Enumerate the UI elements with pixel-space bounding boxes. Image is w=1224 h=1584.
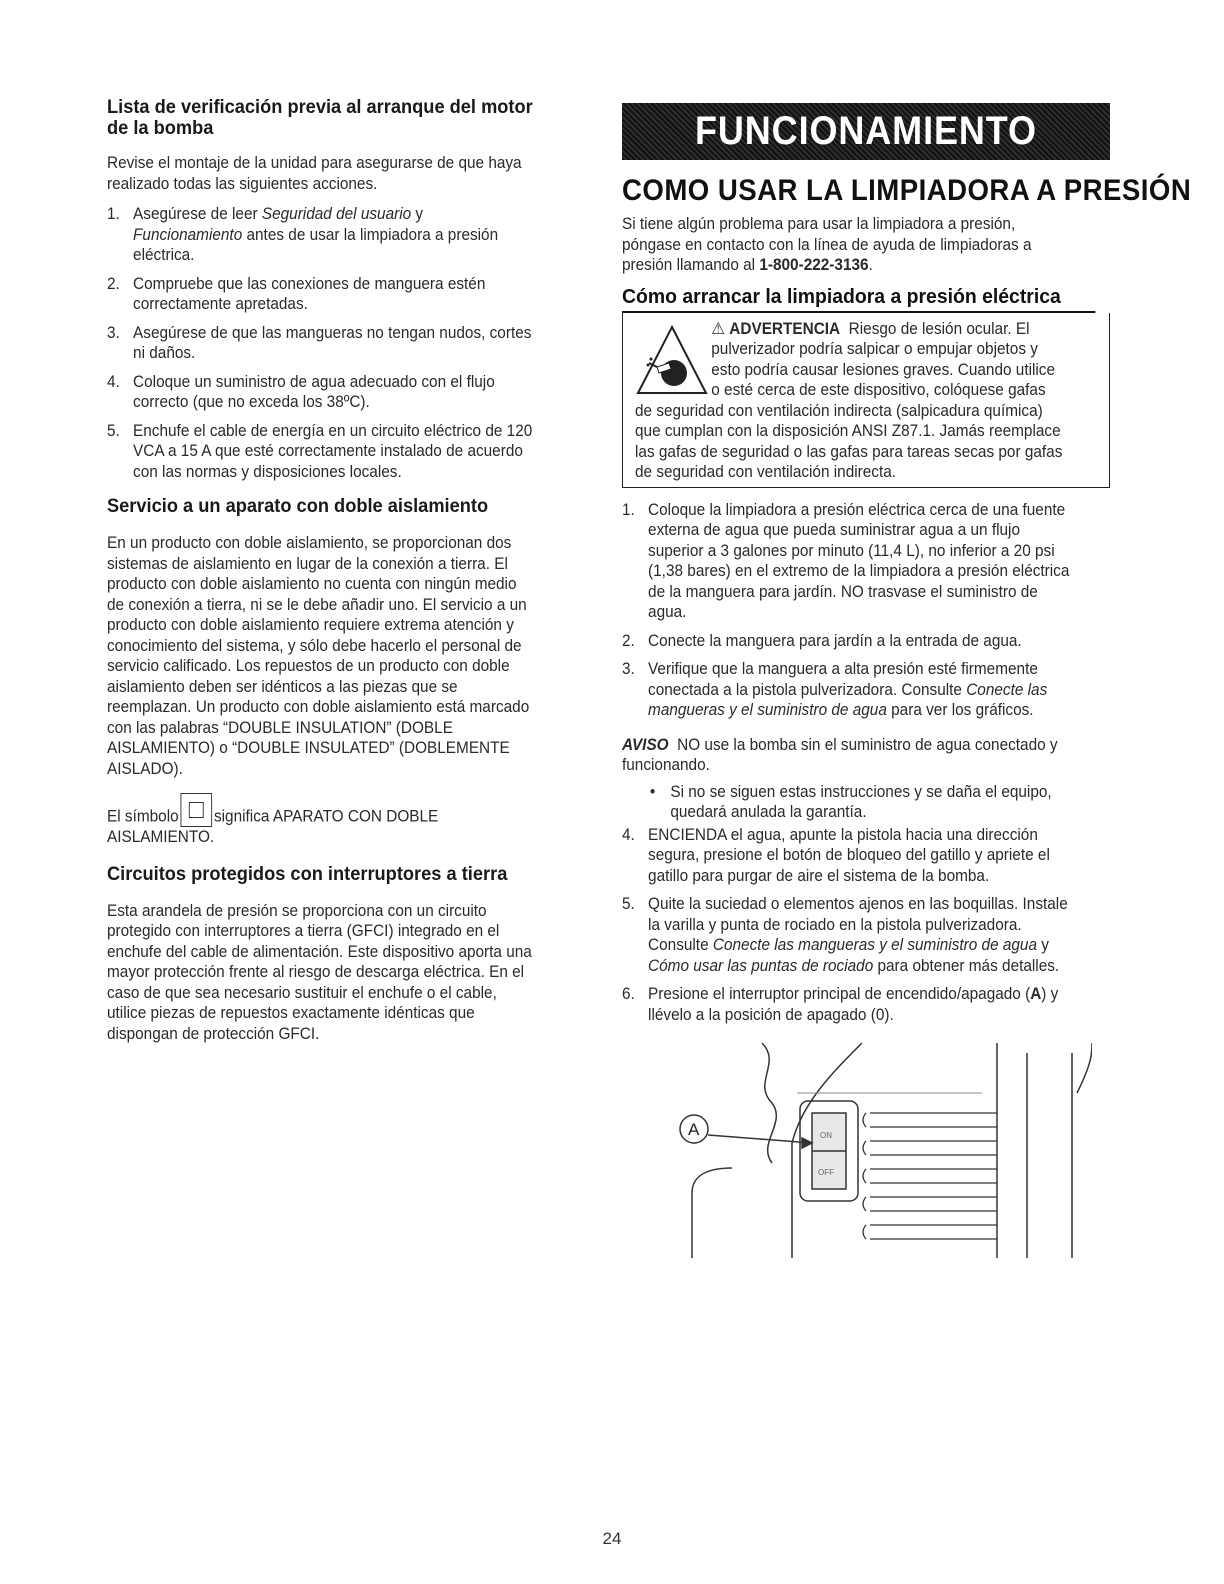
notice-bullet: • Si no se siguen estas instrucciones y se daña el equipo, quedará anulada la garantía.: [622, 782, 1076, 823]
figure-callout: A: [688, 1120, 700, 1139]
start-steps-b: [622, 825, 1110, 1026]
switch-off-label: OFF: [818, 1168, 834, 1177]
list-item: 1. Asegúrese de leer Seguridad del usuario y Funcionamiento antes de usar la limpiadora a presión eléctrica.: [107, 205, 499, 264]
page-number: 24: [602, 1529, 622, 1548]
warning-label: ADVERTENCIA: [729, 319, 841, 338]
notice-label: AVISO: [622, 735, 669, 754]
helpline-phone: 1-800-222-3136: [759, 256, 869, 274]
section-banner: FUNCIONAMIENTO: [622, 103, 1110, 160]
switch-on-label: ON: [820, 1131, 832, 1140]
gfci-title: Circuitos protegidos con interruptores a tierra: [107, 863, 508, 885]
list-item: 4. ENCIENDA el agua, apunte la pistola hacia una dirección segura, presione el botón de bloqueo del gatillo y apriete el gatillo para purgar de aire el sistema de la bomba.: [622, 825, 1050, 885]
warning-triangle-icon: ⚠: [711, 319, 726, 338]
checklist-intro: Revise el montaje de la unidad para asegurarse de que haya realizado todas las siguientes acciones.: [107, 154, 522, 193]
double-insulation-symbol-icon: [180, 793, 212, 827]
main-title: COMO USAR LA LIMPIADORA A PRESIÓN: [622, 174, 1192, 207]
notice: AVISO NO use la bomba sin el suministro de agua conectado y funcionando.: [622, 735, 1058, 774]
right-column: [622, 103, 1192, 1263]
double-insulation-body: En un producto con doble aislamiento, se proporcionan dos sistemas de aislamiento en lugar de la conexión a tierra. El producto con doble aislamiento no cuenta con ningún medio de conexión a tierra, ni se le debe añadir uno. El servicio a un producto con doble aislamiento requiere extrema atención y conocimiento del sistema, y sólo debe hacerlo el personal de servicio calificado. Los repuestos de un producto con doble aislamiento deben ser idénticos a las piezas que se reemplazan. Un producto con doble aislamiento está marcado con las palabras “DOUBLE INSULATION” (DOBLE AISLAMIENTO) o “DOUBLE INSULATED” (DOBLEMENTE AISLADO).: [107, 534, 530, 778]
start-steps-a: [622, 500, 1110, 721]
list-item: 2. Compruebe que las conexiones de manguera estén correctamente apretadas.: [107, 274, 486, 313]
double-insulation-symbol-line: El símbolo significa APARATO CON DOBLE AISLAMIENTO.: [107, 793, 533, 848]
list-item: 1. Coloque la limpiadora a presión eléctrica cerca de una fuente externa de agua que pueda suministrar agua a un flujo superior a 3 galones por minuto (11,4 L), no inferior a 20 psi (1,38 bares) en el extremo de la limpiadora a presión eléctrica de la manguera para jardín. NO trasvase el suministro de agua.: [622, 500, 1070, 621]
warning-box: [622, 313, 1110, 488]
helpline-intro: Si tiene algún problema para usar la limpiadora a presión, póngase en contacto con la línea de ayuda de limpiadoras a presión llamando al 1-800-222-3136.: [622, 215, 1032, 274]
gfci-body: Esta arandela de presión se proporciona con un circuito protegido con interruptores a tierra (GFCI) integrado en el enchufe del cable de alimentación. Este dispositivo aporta una mayor protección frente al riesgo de descarga eléctrica. En el caso de que sea necesario sustituir el enchufe o el cable, utilice piezas de repuestos exactamente idénticas que dispongan de protección GFCI.: [107, 901, 532, 1043]
list-item: 5. Quite la suciedad o elementos ajenos en las boquillas. Instale la varilla y punta de rociado en la pistola pulverizadora. Consulte Conecte las mangueras y el suministro de agua y Cómo usar las puntas de rociado para obtener más detalles.: [622, 895, 1068, 975]
checklist-title: Lista de verificación previa al arranque del motor de la bomba: [107, 97, 533, 139]
double-insulation-title: Servicio a un aparato con doble aislamiento: [107, 496, 489, 517]
checklist-list: [107, 204, 565, 482]
warning-text: ⚠ ADVERTENCIA Riesgo de lesión ocular. El pulverizador podría salpicar o empujar objetos y esto podría causar lesiones graves. Cuando utilice o esté cerca de este dispositivo, colóquese gafas de seguridad con ventilación indirecta (salpicadura química) que cumplan con la disposición ANSI Z87.1. Jamás reemplace las gafas de seguridad o las gafas para tareas secas por gafas de seguridad con ventilación indirecta.: [635, 319, 1063, 481]
list-item: 2. Conecte la manguera para jardín a la entrada de agua.: [622, 631, 1022, 650]
start-title: Cómo arrancar la limpiadora a presión eléctrica: [622, 286, 1095, 313]
list-item: 5. Enchufe el cable de energía en un circuito eléctrico de 120 VCA a 15 A que esté correctamente instalado de acuerdo con las normas y disposiciones locales.: [107, 421, 533, 481]
list-item: 3. Asegúrese de que las mangueras no tengan nudos, cortes ni daños.: [107, 323, 532, 362]
list-item: 4. Coloque un suministro de agua adecuado con el flujo correcto (que no exceda los 38ºC).: [107, 372, 495, 411]
left-column: [107, 97, 565, 1054]
list-item: 3. Verifique que la manguera a alta presión esté firmemente conectada a la pistola pulverizadora. Consulte Conecte las mangueras y el suministro de agua para ver los gráficos.: [622, 660, 1048, 719]
power-switch-illustration: [622, 1043, 1092, 1258]
list-item: 6. Presione el interruptor principal de encendido/apagado (A) y llévelo a la posición de apagado (0).: [622, 985, 1059, 1024]
